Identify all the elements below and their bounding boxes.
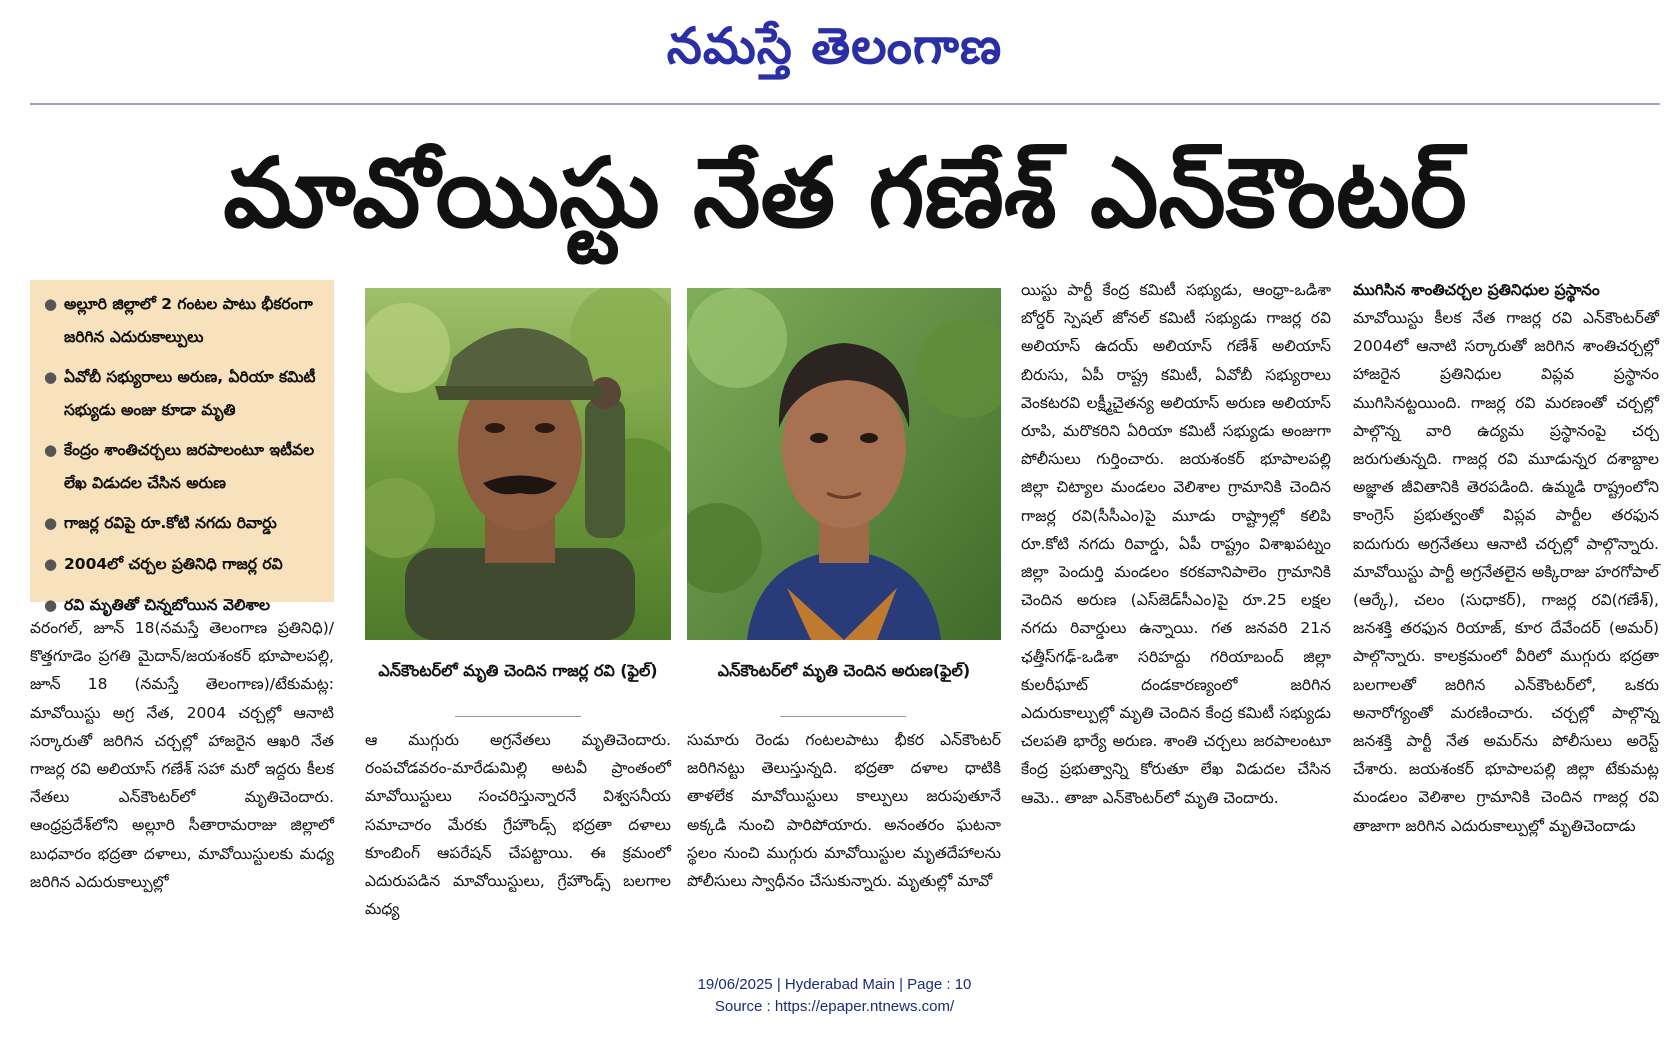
highlight-item: ● కేంద్రం శాంతిచర్చలు జరపాలంటూ ఇటీవల లేఖ విడుదల చేసిన అరుణ xyxy=(42,434,326,499)
article-column-4 xyxy=(1021,276,1331,812)
article-column-5 xyxy=(1353,276,1659,840)
article-text: యిస్టు పార్టీ కేంద్ర కమిటీ సభ్యుడు, ఆంధ్రా-ఒడిశా బోర్డర్ స్పెషల్ జోనల్ కమిటీ సభ్యుడు గాజర్ల రవి అలియాస్ ఉదయ్ అలియాస్ గణేశ్ అలియాస్ బిరుసు, ఏపీ రాష్ట్ర కమిటీ, ఏవోబీ సభ్యురాలు వెంకటరవి లక్ష్మీచైతన్య అలియాస్ అరుణ అలియాస్ రూపి, మరొకరిని ఏరియా కమిటీ సభ్యుడు అంజుగా పోలీసులు గుర్తించారు. జయశంకర్ భూపాలపల్లి జిల్లా చిట్యాల మండలం వెలిశాల గ్రామానికి చెందిన గాజర్ల రవి(సీసీఎం)పై మూడు రాష్ట్రాల్లో కలిపి రూ.కోటి నగదు రివార్డు, ఏపీ రాష్ట్రం విశాఖపట్నం జిల్లా పెందుర్తి మండలం కరకవానిపాలెం గ్రామానికి చెందిన అరుణ (ఎస్‌జెడ్‌సీఎం)పై రూ.25 లక్షల నగదు రివార్డులు ఉన్నాయి. గత జనవరి 21న ఛత్తీస్‌గఢ్-ఒడిశా సరిహద్దు గరియాబంద్ జిల్లా కులరీఘాట్ దండకారణ్యంలో జరిగిన ఎదురుకాల్పుల్లో మృతి చెందిన కేంద్ర కమిటీ సభ్యుడు చలపతి భార్యే అరుణ. శాంతి చర్చలు జరపాలంటూ కేంద్ర ప్రభుత్వాన్ని కోరుతూ లేఖ విడుదల చేసిన ఆమె.. తాజా ఎన్‌కౌంటర్‌లో మృతి చెందారు. xyxy=(1021,281,1331,807)
bullet-icon: ● xyxy=(44,555,58,573)
highlight-item: ● రవి మృతితో చిన్నబోయిన వెలిశాల xyxy=(42,589,326,622)
article-column-3 xyxy=(687,726,1001,895)
bullet-icon: ● xyxy=(44,514,58,532)
sub-heading: ముగిసిన శాంతిచర్చల ప్రతినిధుల ప్రస్థానం xyxy=(1353,281,1600,299)
highlight-item: ● 2004లో చర్చల ప్రతినిధి గాజర్ల రవి xyxy=(42,548,326,581)
bullet-icon: ● xyxy=(44,368,58,386)
bullet-icon: ● xyxy=(44,295,58,313)
caption-rule xyxy=(455,716,581,717)
photo-gajarla-ravi xyxy=(365,288,671,640)
headline: మావోయిస్టు నేత గణేశ్ ఎన్‌కౌంటర్ xyxy=(223,137,1467,249)
article-text: ఆ ముగ్గురు అగ్రనేతలు మృతిచెందారు. రంపచోడవరం-మారేడుమిల్లి అటవీ ప్రాంతంలో మావోయిస్టులు సంచరిస్తున్నారనే విశ్వసనీయ సమాచారం మేరకు గ్రేహౌండ్స్ భద్రతా దళాలు కూంబింగ్ ఆపరేషన్ చేపట్టాయి. ఈ క్రమంలో ఎదురుపడిన మావోయిస్టులు, గ్రేహౌండ్స్ బలగాల మధ్య xyxy=(365,731,671,919)
article-text: వరంగల్, జూన్ 18(నమస్తే తెలంగాణ ప్రతినిధి)/కొత్తగూడెం ప్రగతి మైదాన్/జయశంకర్ భూపాలపల్లి, జూన్ 18 (నమస్తే తెలంగాణ)/టేకుమట్ల: మావోయిస్టు అగ్ర నేత, 2004 చర్చల్లో ఆనాటి సర్కారుతో జరిగిన చర్చల్లో హాజరైన ఆఖరి నేత గాజర్ల రవి అలియాస్ గణేశ్ సహా మరో ఇద్దరు కీలక నేతలు ఎన్‌కౌంటర్‌లో మృతిచెందారు. ఆంధ్రప్రదేశ్‌లోని అల్లూరి సీతారామరాజు జిల్లాలో బుధవారం భద్రతా దళాలు, మావోయిస్టులకు మధ్య జరిగిన ఎదురుకాల్పుల్లో xyxy=(30,619,334,891)
article-text: మావోయిస్టు కీలక నేత గాజర్ల రవి ఎన్‌కౌంటర్‌తో 2004లో ఆనాటి సర్కారుతో జరిగిన శాంతిచర్చల్లో హాజరైన ప్రతినిధుల విప్లవ ప్రస్థానం ముగిసినట్టయింది. గాజర్ల రవి మరణంతో చర్చల్లో పాల్గొన్న వారి ఉద్యమ ప్రస్థానంపై చర్చ జరుగుతున్నది. గాజర్ల రవి మూడున్నర దశాబ్దాల అజ్ఞాత జీవితానికి తెరపడింది. ఉమ్మడి రాష్ట్రంలోని కాంగ్రెస్ ప్రభుత్వంతో విప్లవ పార్టీల తరఫున ఐదుగురు అగ్రనేతలు ఆనాటి చర్చల్లో పాల్గొన్నారు. మావోయిస్టు పార్టీ అగ్రనేతలైన అక్కిరాజు హరగోపాల్ (ఆర్కే), చలం (సుధాకర్), గాజర్ల రవి(గణేశ్), జనశక్తి తరఫున రియాజ్, కూర దేవేందర్ (అమర్) పాల్గొన్నారు. కాలక్రమంలో వీరిలో ముగ్గురు భద్రతా బలగాలతో జరిగిన ఎన్‌కౌంటర్‌లో, ఒకరు అనారోగ్యంతో మరణించారు. చర్చల్లో పాల్గొన్న జనశక్తి పార్టీ నేత అమర్‌ను పోలీసులు అరెస్ట్ చేశారు. జయశంకర్ భూపాలపల్లి జిల్లా టేకుమట్ల మండలం వెలిశాల గ్రామానికి చెందిన గాజర్ల రవి తాజాగా జరిగిన ఎదురుకాల్పుల్లో మృతిచెందాడు xyxy=(1353,309,1659,835)
article-column-2 xyxy=(365,726,671,923)
caption-photo2: ఎన్‌కౌంటర్‌లో మృతి చెందిన అరుణ(ఫైల్) xyxy=(717,661,971,680)
photo-aruna xyxy=(687,288,1001,640)
highlight-item: ● అల్లూరి జిల్లాలో 2 గంటల పాటు భీకరంగా జరిగిన ఎదురుకాల్పులు xyxy=(42,288,326,353)
highlight-item: ● గాజర్ల రవిపై రూ.కోటి నగదు రివార్డు xyxy=(42,507,326,540)
article-text: సుమారు రెండు గంటలపాటు భీకర ఎన్‌కౌంటర్ జరిగినట్టు తెలుస్తున్నది. భద్రతా దళాల ధాటికి తాళలేక మావోయిస్టులు కాల్పులు జరుపుతూనే అక్కడి నుంచి పారిపోయారు. అనంతరం ఘటనా స్థలం నుంచి ముగ్గురు మావోయిస్టుల మృతదేహాలను పోలీసులు స్వాధీనం చేసుకున్నారు. మృతుల్లో మావో xyxy=(687,731,1001,891)
bullet-icon: ● xyxy=(44,596,58,614)
masthead-rule xyxy=(30,103,1660,105)
highlights-box xyxy=(30,280,334,614)
footer-source-link[interactable]: Source : https://epaper.ntnews.com/ xyxy=(714,998,955,1015)
footer-date-edition: 19/06/2025 | Hyderabad Main | Page : 10 xyxy=(697,976,972,993)
caption-photo1: ఎన్‌కౌంటర్‌లో మృతి చెందిన గాజర్ల రవి (ఫైల్) xyxy=(378,661,658,680)
masthead-logo: నమస్తే తెలంగాణ xyxy=(666,16,1003,75)
article-column-1 xyxy=(30,614,334,896)
highlight-item: ● ఏవోబీ సభ్యురాలు అరుణ, ఏరియా కమిటీ సభ్యుడు అంజు కూడా మృతి xyxy=(42,361,326,426)
bullet-icon: ● xyxy=(44,441,58,459)
caption-rule xyxy=(780,716,906,717)
